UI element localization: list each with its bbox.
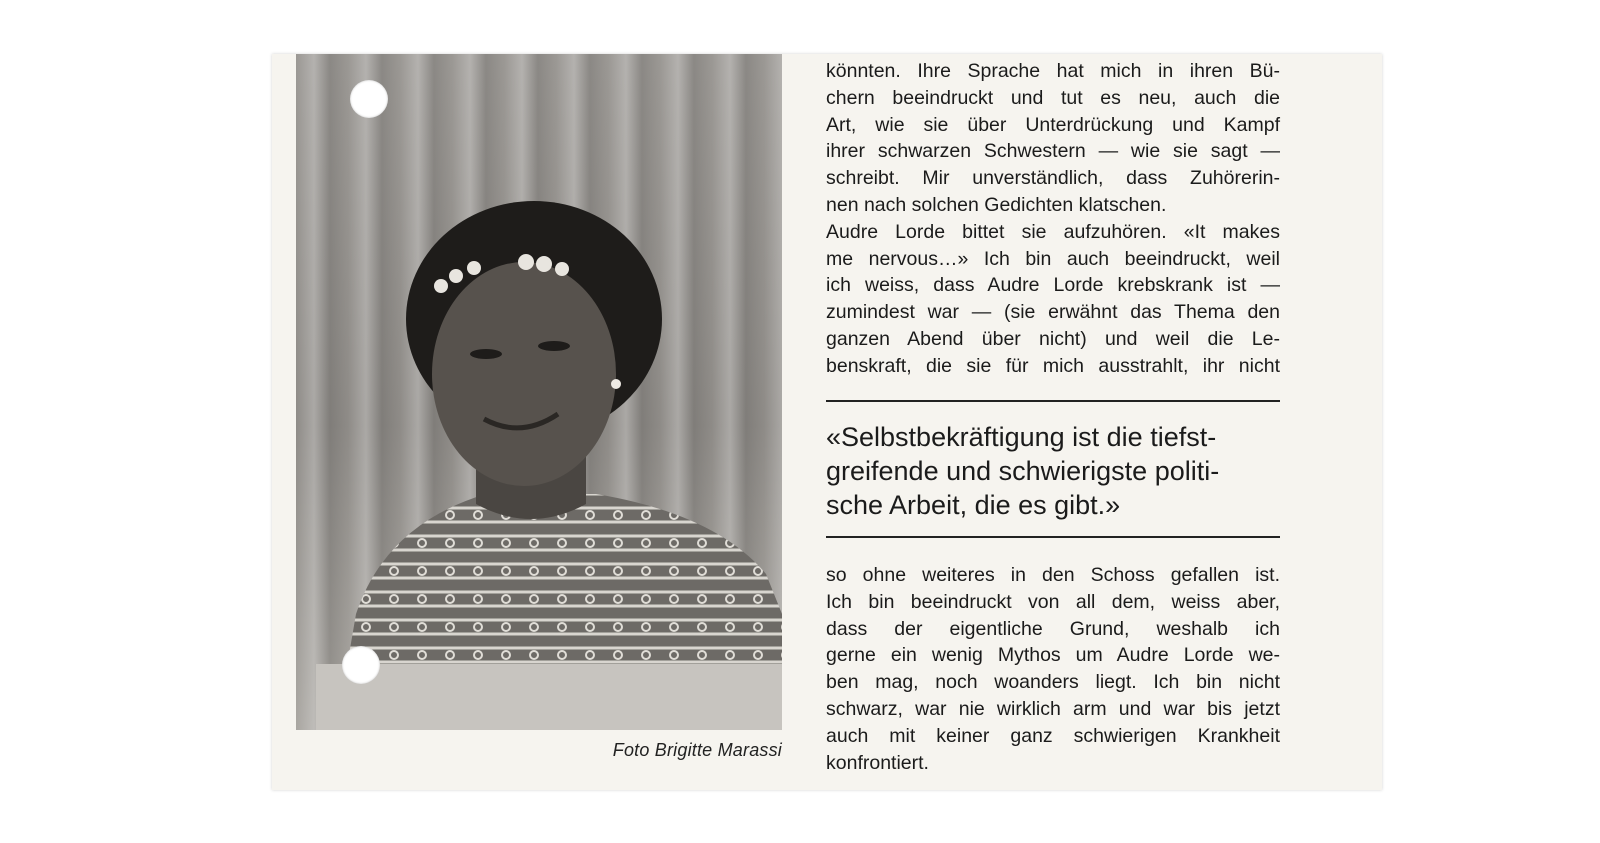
quote-line: greifende und schwierigste politi- (826, 456, 1220, 486)
text-line: ich weiss, dass Audre Lorde krebskrank ist — (826, 274, 1280, 297)
text-line: gerne ein wenig Mythos um Audre Lorde we- (826, 644, 1280, 667)
text-line: ben mag, noch woanders liegt. Ich bin nicht (826, 671, 1280, 694)
punch-hole-top (350, 80, 388, 118)
text-line: Ich bin beeindruckt von all dem, weiss aber, (826, 590, 1280, 613)
text-line: so ohne weiteres in den Schoss gefallen ist. (826, 564, 1280, 586)
pull-quote (826, 420, 1280, 522)
text-line: ganzen Abend über nicht) und weil die Le- (826, 327, 1280, 350)
quote-rule-top (826, 400, 1280, 402)
quote-rule-bottom (826, 536, 1280, 538)
text-line: me nervous…» Ich bin auch beeindruckt, weil (826, 247, 1280, 270)
quote-line: sche Arbeit, die es gibt.» (826, 490, 1121, 520)
portrait-illustration (296, 54, 782, 730)
text-line: ihrer schwarzen Schwestern — wie sie sagt — (826, 140, 1280, 163)
text-line: könnten. Ihre Sprache hat mich in ihren Bü- (826, 60, 1280, 82)
article-page (272, 54, 1382, 790)
photo-caption: Foto Brigitte Marassi (612, 740, 782, 760)
text-line: schreibt. Mir unverständlich, dass Zuhörerin- (826, 167, 1280, 190)
text-line: schwarz, war nie wirklich arm und war bis jetzt (826, 697, 1280, 720)
text-line: Audre Lorde bittet sie aufzuhören. «It makes (826, 220, 1280, 243)
text-line: chern beeindruckt und tut es neu, auch die (826, 86, 1280, 109)
text-line: auch mit keiner ganz schwierigen Krankheit (826, 724, 1280, 747)
article-column-top (826, 58, 1280, 380)
text-line: nen nach solchen Gedichten klatschen. (826, 193, 1167, 216)
punch-hole-bottom (342, 646, 380, 684)
text-line: konfrontiert. (826, 751, 929, 774)
article-column-bottom (826, 562, 1280, 776)
text-line: benskraft, die sie für mich ausstrahlt, ihr nicht (826, 354, 1280, 377)
quote-line: «Selbstbekräftigung ist die tiefst- (826, 422, 1217, 452)
portrait-photo (296, 54, 782, 730)
text-line: Art, wie sie über Unterdrückung und Kampf (826, 113, 1280, 136)
text-line: dass der eigentliche Grund, weshalb ich (826, 617, 1280, 640)
text-line: zumindest war — (sie erwähnt das Thema den (826, 301, 1280, 324)
